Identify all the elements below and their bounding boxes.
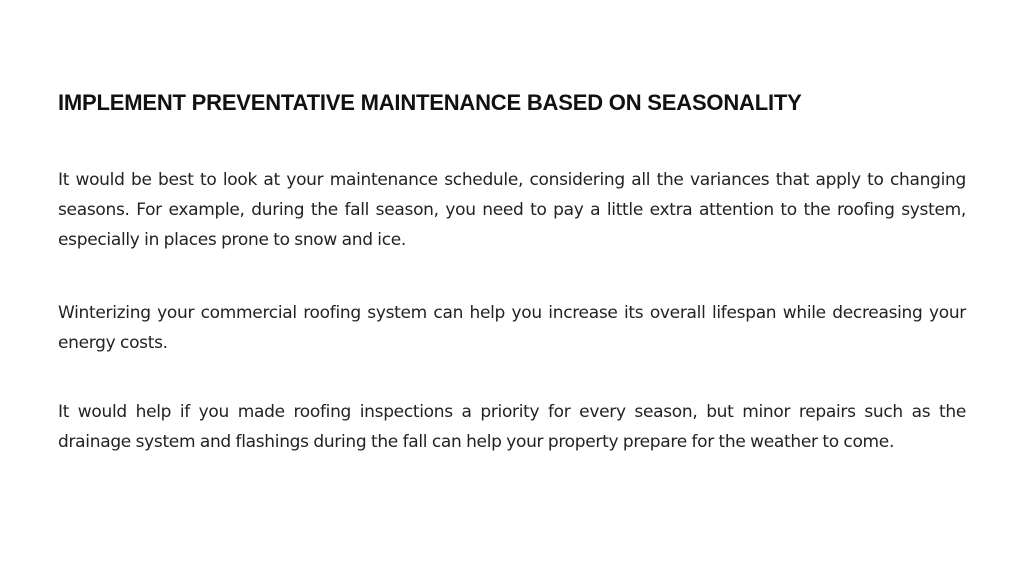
slide-heading: IMPLEMENT PREVENTATIVE MAINTENANCE BASED ON SEASONALITY [58, 90, 802, 115]
paragraph-winterizing: Winterizing your commercial roofing system can help you increase its overall lifespan while decreasing your energy costs. [58, 303, 966, 353]
slide-content [58, 0, 966, 576]
paragraph-inspections: It would help if you made roofing inspections a priority for every season, but minor repairs such as the drainage system and flashings during the fall can help your property prepare for the weather to come. [58, 402, 966, 452]
paragraph-seasonal-schedule: It would be best to look at your maintenance schedule, considering all the variances that apply to changing seasons. For example, during the fall season, you need to pay a little extra attention to the roofing system, especially in places prone to snow and ice. [58, 170, 966, 250]
